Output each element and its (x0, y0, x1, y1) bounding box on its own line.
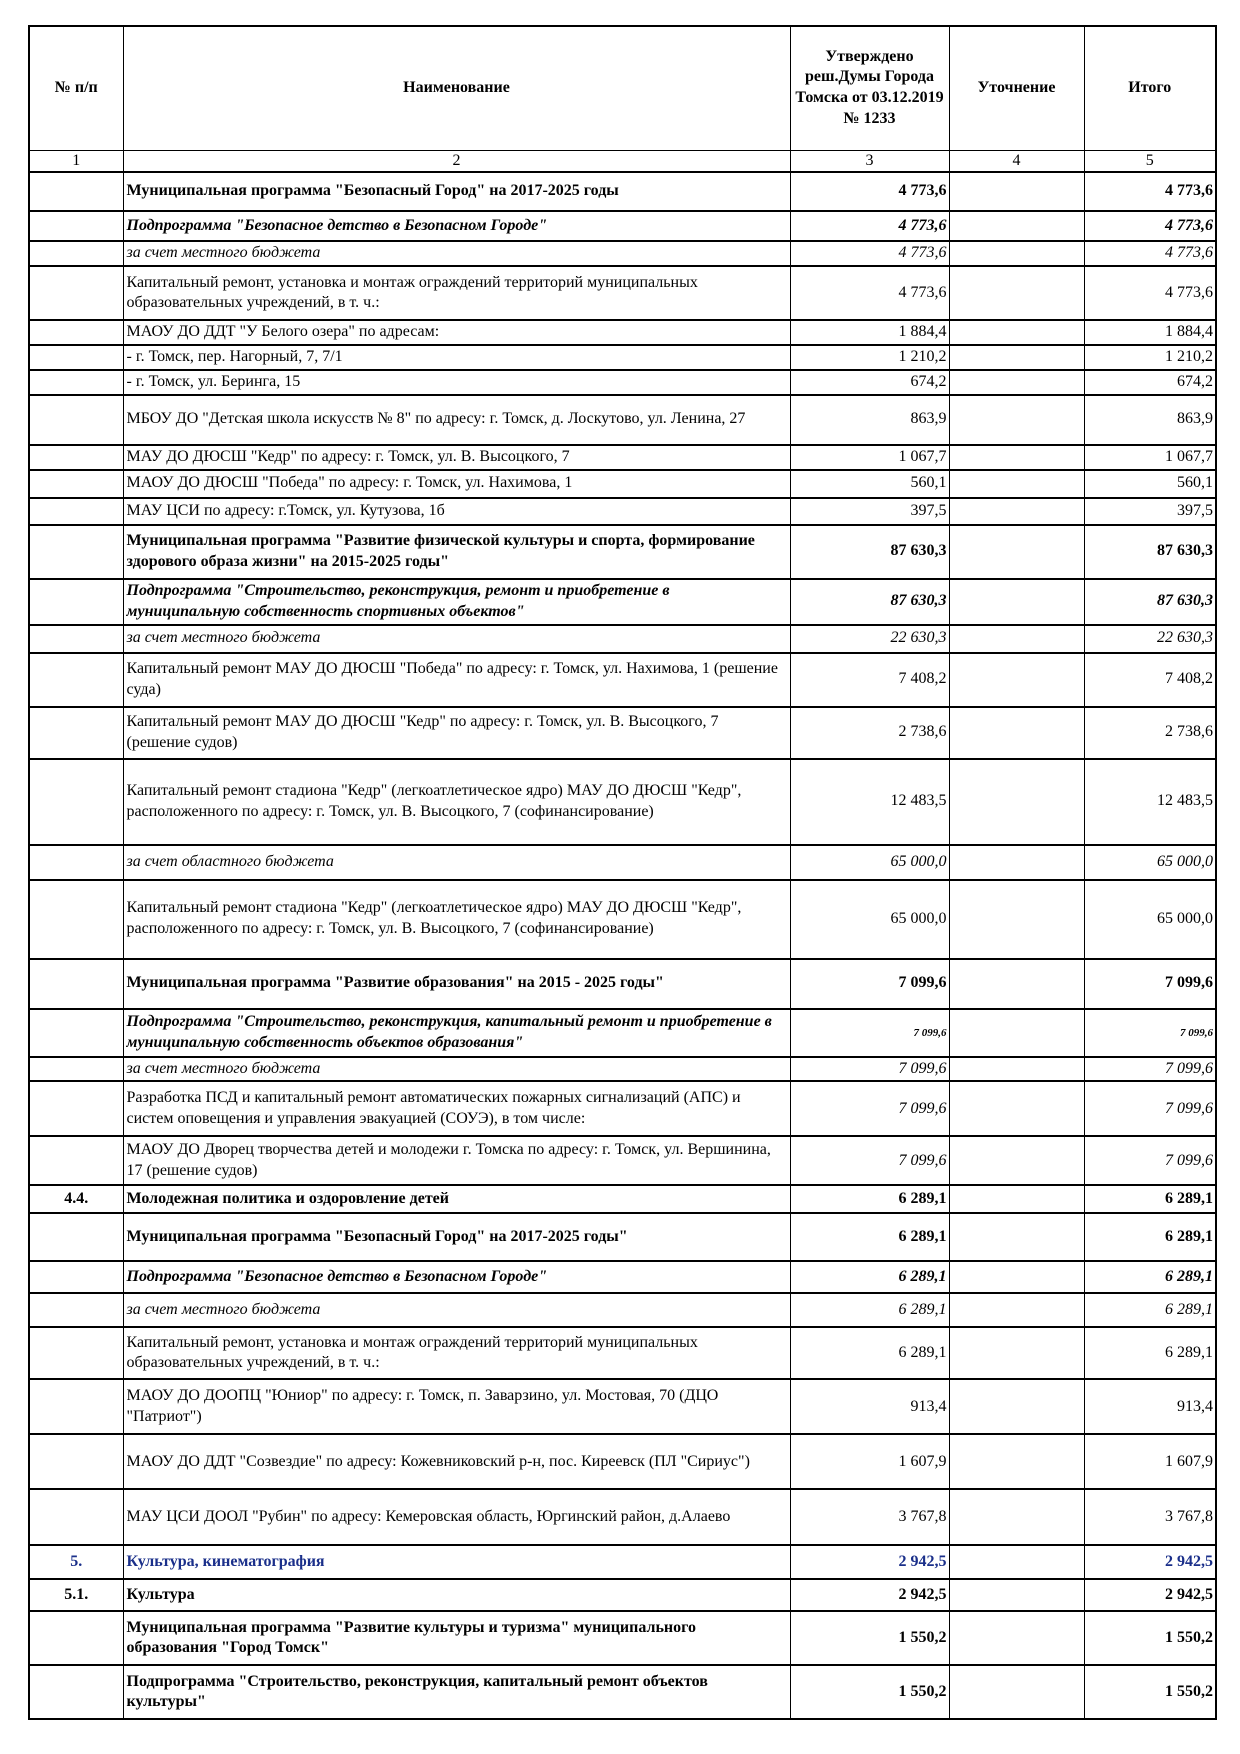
row-refinement (949, 320, 1084, 345)
table-row (29, 525, 1216, 579)
row-name: Подпрограмма "Строительство, реконструкция, ремонт и приобретение в муниципальную собственность спортивных объектов" (123, 579, 790, 625)
row-refinement (949, 525, 1084, 579)
row-approved: 2 942,5 (790, 1545, 949, 1579)
table-row (29, 759, 1216, 845)
row-total: 1 607,9 (1084, 1434, 1216, 1489)
row-number (29, 759, 123, 845)
row-name: МАУ ДО ДЮСШ "Кедр" по адресу: г. Томск, ул. В. Высоцкого, 7 (123, 445, 790, 470)
row-approved: 1 550,2 (790, 1611, 949, 1665)
table-row (29, 1185, 1216, 1213)
table-row (29, 395, 1216, 445)
row-refinement (949, 345, 1084, 370)
row-name: Капитальный ремонт, установка и монтаж ограждений территорий муниципальных образовательных учреждений, в т. ч.: (123, 1327, 790, 1379)
row-refinement (949, 1489, 1084, 1545)
row-approved: 913,4 (790, 1379, 949, 1434)
row-name: Разработка ПСД и капитальный ремонт автоматических пожарных сигнализаций (АПС) и систем оповещения и управления эвакуацией (СОУЭ), в том числе: (123, 1081, 790, 1136)
row-approved: 65 000,0 (790, 845, 949, 880)
row-approved: 6 289,1 (790, 1261, 949, 1293)
row-total: 2 942,5 (1084, 1545, 1216, 1579)
row-number (29, 1379, 123, 1434)
row-approved: 2 942,5 (790, 1579, 949, 1611)
header-number: № п/п (29, 26, 123, 150)
row-refinement (949, 959, 1084, 1009)
row-name: за счет местного бюджета (123, 241, 790, 266)
row-refinement (949, 266, 1084, 320)
row-total: 2 942,5 (1084, 1579, 1216, 1611)
row-refinement (949, 845, 1084, 880)
header-name: Наименование (123, 26, 790, 150)
row-name: за счет местного бюджета (123, 1293, 790, 1327)
row-number (29, 625, 123, 653)
row-total: 6 289,1 (1084, 1213, 1216, 1261)
row-name: Молодежная политика и оздоровление детей (123, 1185, 790, 1213)
row-name: МАОУ ДО ДДТ "У Белого озера" по адресам: (123, 320, 790, 345)
row-refinement (949, 1293, 1084, 1327)
row-refinement (949, 395, 1084, 445)
table-row (29, 211, 1216, 241)
row-number (29, 1081, 123, 1136)
row-name: Капитальный ремонт стадиона "Кедр" (легкоатлетическое ядро) МАУ ДО ДЮСШ "Кедр", расположенного по адресу: г. Томск, ул. В. Высоцкого, 7 (софинансирование) (123, 759, 790, 845)
table-row (29, 1379, 1216, 1434)
header-refinement: Уточнение (949, 26, 1084, 150)
row-refinement (949, 625, 1084, 653)
row-number (29, 1434, 123, 1489)
row-total: 6 289,1 (1084, 1185, 1216, 1213)
row-name: за счет местного бюджета (123, 625, 790, 653)
row-number (29, 266, 123, 320)
row-total: 4 773,6 (1084, 211, 1216, 241)
row-approved: 7 099,6 (790, 1057, 949, 1082)
row-number (29, 498, 123, 525)
row-number (29, 579, 123, 625)
row-number (29, 1136, 123, 1185)
table-row (29, 959, 1216, 1009)
row-total: 87 630,3 (1084, 579, 1216, 625)
header-approved: Утверждено реш.Думы Города Томска от 03.12.2019 № 1233 (790, 26, 949, 150)
row-number (29, 470, 123, 498)
row-name: Капитальный ремонт стадиона "Кедр" (легкоатлетическое ядро) МАУ ДО ДЮСШ "Кедр", расположенного по адресу: г. Томск, ул. В. Высоцкого, 7 (софинансирование) (123, 880, 790, 959)
row-total: 3 767,8 (1084, 1489, 1216, 1545)
table-row (29, 707, 1216, 759)
table-row (29, 579, 1216, 625)
table-row (29, 470, 1216, 498)
table-row (29, 1665, 1216, 1719)
row-total: 4 773,6 (1084, 266, 1216, 320)
row-total: 7 099,6 (1084, 1009, 1216, 1057)
row-approved: 65 000,0 (790, 880, 949, 959)
table-row (29, 625, 1216, 653)
table-row (29, 1611, 1216, 1665)
row-approved: 7 099,6 (790, 1081, 949, 1136)
row-refinement (949, 759, 1084, 845)
row-total: 1 550,2 (1084, 1665, 1216, 1719)
table-row (29, 1081, 1216, 1136)
row-number (29, 445, 123, 470)
row-name: МАОУ ДО ДДТ "Созвездие" по адресу: Кожевниковский р-н, пос. Киреевск (ПЛ "Сириус") (123, 1434, 790, 1489)
row-refinement (949, 1545, 1084, 1579)
row-name: Капитальный ремонт, установка и монтаж ограждений территорий муниципальных образовательных учреждений, в т. ч.: (123, 266, 790, 320)
row-approved: 6 289,1 (790, 1185, 949, 1213)
row-number (29, 370, 123, 395)
row-approved: 87 630,3 (790, 525, 949, 579)
row-number (29, 1293, 123, 1327)
row-name: МАОУ ДО ДООПЦ "Юниор" по адресу: г. Томск, п. Заварзино, ул. Мостовая, 70 (ДЦО "Патриот") (123, 1379, 790, 1434)
row-approved: 2 738,6 (790, 707, 949, 759)
table-row (29, 1434, 1216, 1489)
row-number (29, 1213, 123, 1261)
table-row (29, 1213, 1216, 1261)
row-total: 6 289,1 (1084, 1293, 1216, 1327)
row-approved: 3 767,8 (790, 1489, 949, 1545)
row-name: Подпрограмма "Безопасное детство в Безопасном Городе" (123, 211, 790, 241)
table-row (29, 172, 1216, 211)
row-refinement (949, 1327, 1084, 1379)
table-row (29, 1261, 1216, 1293)
row-refinement (949, 1057, 1084, 1082)
row-approved: 6 289,1 (790, 1327, 949, 1379)
table-row (29, 845, 1216, 880)
row-total: 12 483,5 (1084, 759, 1216, 845)
row-refinement (949, 1579, 1084, 1611)
row-approved: 4 773,6 (790, 266, 949, 320)
row-approved: 4 773,6 (790, 211, 949, 241)
row-total: 65 000,0 (1084, 845, 1216, 880)
row-total: 7 099,6 (1084, 959, 1216, 1009)
row-refinement (949, 1665, 1084, 1719)
row-approved: 6 289,1 (790, 1213, 949, 1261)
table-row (29, 1136, 1216, 1185)
table-row (29, 1009, 1216, 1057)
row-total: 1 884,4 (1084, 320, 1216, 345)
row-number (29, 1261, 123, 1293)
row-number (29, 345, 123, 370)
column-number: 5 (1084, 150, 1216, 172)
row-name: Подпрограмма "Строительство, реконструкция, капитальный ремонт и приобретение в муниципальную собственность объектов образования" (123, 1009, 790, 1057)
table-row (29, 1489, 1216, 1545)
row-number (29, 211, 123, 241)
row-refinement (949, 1611, 1084, 1665)
row-name: Подпрограмма "Строительство, реконструкция, капитальный ремонт объектов культуры" (123, 1665, 790, 1719)
row-name: Культура, кинематография (123, 1545, 790, 1579)
column-number: 2 (123, 150, 790, 172)
row-name: МАОУ ДО Дворец творчества детей и молодежи г. Томска по адресу: г. Томск, ул. Вершинина, 17 (решение судов) (123, 1136, 790, 1185)
row-name: Муниципальная программа "Развитие физической культуры и спорта, формирование здорового образа жизни" на 2015-2025 годы" (123, 525, 790, 579)
table-row (29, 880, 1216, 959)
row-total: 22 630,3 (1084, 625, 1216, 653)
row-refinement (949, 211, 1084, 241)
row-refinement (949, 1434, 1084, 1489)
row-number (29, 1327, 123, 1379)
row-name: за счет местного бюджета (123, 1057, 790, 1082)
row-total: 560,1 (1084, 470, 1216, 498)
row-name: Муниципальная программа "Безопасный Город" на 2017-2025 годы (123, 172, 790, 211)
row-refinement (949, 1136, 1084, 1185)
row-name: - г. Томск, ул. Беринга, 15 (123, 370, 790, 395)
row-approved: 22 630,3 (790, 625, 949, 653)
table-row (29, 241, 1216, 266)
row-total: 1 067,7 (1084, 445, 1216, 470)
row-refinement (949, 1261, 1084, 1293)
row-total: 913,4 (1084, 1379, 1216, 1434)
row-total: 65 000,0 (1084, 880, 1216, 959)
row-approved: 4 773,6 (790, 172, 949, 211)
row-refinement (949, 470, 1084, 498)
row-refinement (949, 1009, 1084, 1057)
header-row (29, 26, 1216, 150)
row-number (29, 1057, 123, 1082)
row-number (29, 1665, 123, 1719)
row-number (29, 525, 123, 579)
row-total: 674,2 (1084, 370, 1216, 395)
row-name: МАОУ ДО ДЮСШ "Победа" по адресу: г. Томск, ул. Нахимова, 1 (123, 470, 790, 498)
row-name: за счет областного бюджета (123, 845, 790, 880)
row-approved: 1 067,7 (790, 445, 949, 470)
table-row (29, 320, 1216, 345)
row-approved: 4 773,6 (790, 241, 949, 266)
table-row (29, 266, 1216, 320)
row-name: Муниципальная программа "Развитие культуры и туризма" муниципального образования "Город Томск" (123, 1611, 790, 1665)
table-row (29, 498, 1216, 525)
row-number: 5. (29, 1545, 123, 1579)
row-name: Муниципальная программа "Развитие образования" на 2015 - 2025 годы" (123, 959, 790, 1009)
row-name: МАУ ЦСИ по адресу: г.Томск, ул. Кутузова, 1б (123, 498, 790, 525)
row-name: - г. Томск, пер. Нагорный, 7, 7/1 (123, 345, 790, 370)
column-number: 1 (29, 150, 123, 172)
row-number (29, 395, 123, 445)
table-row (29, 1579, 1216, 1611)
row-refinement (949, 707, 1084, 759)
row-number (29, 1009, 123, 1057)
row-approved: 7 408,2 (790, 653, 949, 707)
row-name: МБОУ ДО "Детская школа искусств № 8" по адресу: г. Томск, д. Лоскутово, ул. Ленина, 27 (123, 395, 790, 445)
table-row (29, 1327, 1216, 1379)
row-approved: 1 550,2 (790, 1665, 949, 1719)
row-number (29, 241, 123, 266)
row-number (29, 1611, 123, 1665)
row-number (29, 959, 123, 1009)
row-number: 5.1. (29, 1579, 123, 1611)
row-approved: 7 099,6 (790, 1136, 949, 1185)
row-name: Капитальный ремонт МАУ ДО ДЮСШ "Кедр" по адресу: г. Томск, ул. В. Высоцкого, 7 (решение судов) (123, 707, 790, 759)
table-row (29, 370, 1216, 395)
table-row (29, 1057, 1216, 1082)
row-refinement (949, 653, 1084, 707)
row-total: 87 630,3 (1084, 525, 1216, 579)
table-row (29, 445, 1216, 470)
row-name: МАУ ЦСИ ДООЛ "Рубин" по адресу: Кемеровская область, Юргинский район, д.Алаево (123, 1489, 790, 1545)
row-number (29, 320, 123, 345)
row-number (29, 845, 123, 880)
row-refinement (949, 1185, 1084, 1213)
row-total: 1 550,2 (1084, 1611, 1216, 1665)
row-refinement (949, 370, 1084, 395)
column-number: 3 (790, 150, 949, 172)
row-name: Муниципальная программа "Безопасный Город" на 2017-2025 годы" (123, 1213, 790, 1261)
table-row (29, 1545, 1216, 1579)
row-number (29, 707, 123, 759)
column-number-row (29, 150, 1216, 172)
row-approved: 397,5 (790, 498, 949, 525)
row-total: 7 408,2 (1084, 653, 1216, 707)
row-refinement (949, 1379, 1084, 1434)
row-number: 4.4. (29, 1185, 123, 1213)
row-refinement (949, 498, 1084, 525)
row-refinement (949, 579, 1084, 625)
row-total: 2 738,6 (1084, 707, 1216, 759)
row-total: 1 210,2 (1084, 345, 1216, 370)
budget-table (28, 25, 1217, 1720)
row-number (29, 1489, 123, 1545)
row-total: 6 289,1 (1084, 1261, 1216, 1293)
row-approved: 674,2 (790, 370, 949, 395)
row-approved: 87 630,3 (790, 579, 949, 625)
row-total: 7 099,6 (1084, 1081, 1216, 1136)
row-refinement (949, 1213, 1084, 1261)
table-row (29, 653, 1216, 707)
column-number: 4 (949, 150, 1084, 172)
row-total: 863,9 (1084, 395, 1216, 445)
row-refinement (949, 445, 1084, 470)
row-approved: 6 289,1 (790, 1293, 949, 1327)
row-name: Капитальный ремонт МАУ ДО ДЮСШ "Победа" по адресу: г. Томск, ул. Нахимова, 1 (решение суда) (123, 653, 790, 707)
row-number (29, 880, 123, 959)
row-approved: 12 483,5 (790, 759, 949, 845)
row-approved: 1 210,2 (790, 345, 949, 370)
row-name: Подпрограмма "Безопасное детство в Безопасном Городе" (123, 1261, 790, 1293)
row-number (29, 653, 123, 707)
row-approved: 863,9 (790, 395, 949, 445)
row-refinement (949, 880, 1084, 959)
header-total: Итого (1084, 26, 1216, 150)
row-refinement (949, 172, 1084, 211)
row-refinement (949, 241, 1084, 266)
row-approved: 1 884,4 (790, 320, 949, 345)
row-approved: 7 099,6 (790, 1009, 949, 1057)
table-row (29, 345, 1216, 370)
row-name: Культура (123, 1579, 790, 1611)
row-refinement (949, 1081, 1084, 1136)
row-total: 4 773,6 (1084, 241, 1216, 266)
row-total: 397,5 (1084, 498, 1216, 525)
row-approved: 7 099,6 (790, 959, 949, 1009)
row-approved: 560,1 (790, 470, 949, 498)
row-total: 4 773,6 (1084, 172, 1216, 211)
row-approved: 1 607,9 (790, 1434, 949, 1489)
table-row (29, 1293, 1216, 1327)
row-total: 7 099,6 (1084, 1136, 1216, 1185)
row-number (29, 172, 123, 211)
row-total: 7 099,6 (1084, 1057, 1216, 1082)
row-total: 6 289,1 (1084, 1327, 1216, 1379)
